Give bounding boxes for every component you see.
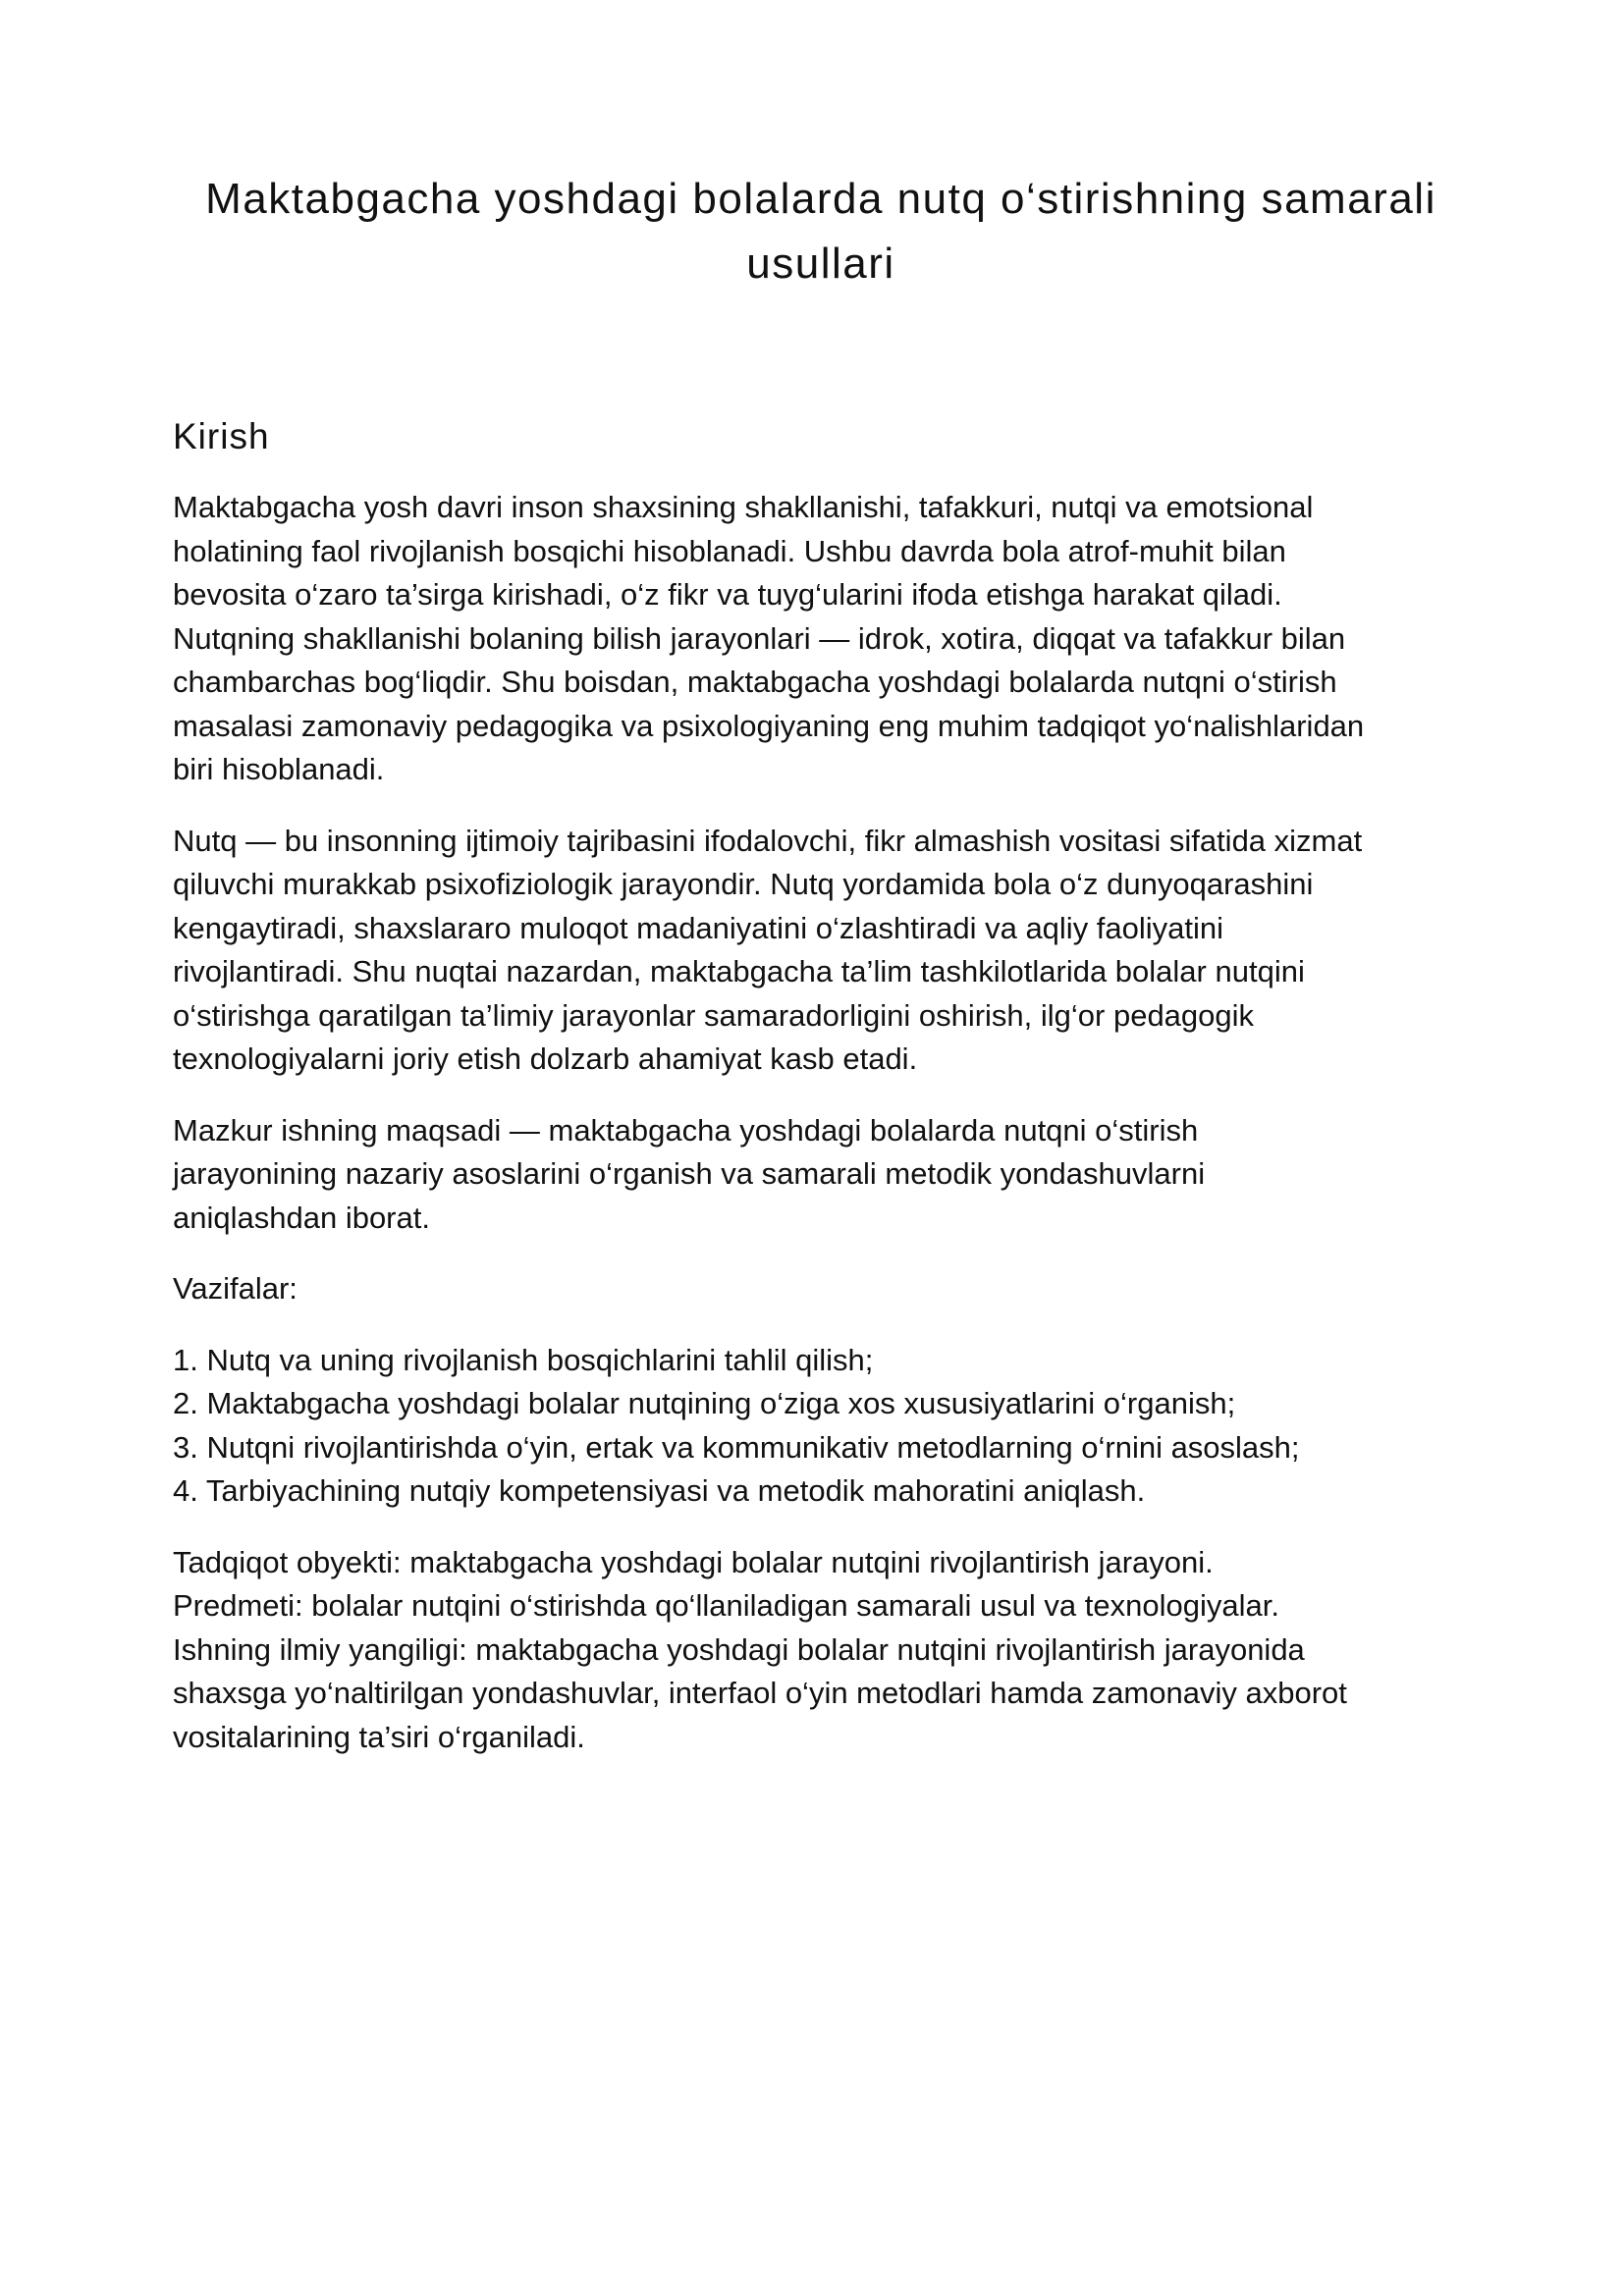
document-body	[173, 486, 1469, 1787]
text-line: Ishning ilmiy yangiligi: maktabgacha yoshdagi bolalar nutqini rivojlantirish jarayonida	[173, 1631, 1305, 1667]
text-line: Nutqning shakllanishi bolaning bilish jarayonlari — idrok, xotira, diqqat va tafakkur bilan	[173, 620, 1346, 656]
list-item: 4. Tarbiyachining nutqiy kompetensiyasi va metodik mahoratini aniqlash.	[173, 1473, 1146, 1508]
list-item: 2. Maktabgacha yoshdagi bolalar nutqining o‘ziga xos xususiyatlarini o‘rganish;	[173, 1386, 1236, 1420]
text-line: qiluvchi murakkab psixofiziologik jarayondir. Nutq yordamida bola o‘z dunyoqarashini	[173, 867, 1314, 901]
title-line: Maktabgacha yoshdagi bolalarda nutq o‘stirishning samarali	[205, 175, 1436, 223]
document-title	[173, 167, 1469, 296]
text-line: texnologiyalarni joriy etish dolzarb ahamiyat kasb etadi.	[173, 1041, 918, 1076]
paragraph-introduction	[173, 486, 1469, 792]
text-line: rivojlantiradi. Shu nuqtai nazardan, maktabgacha ta’lim tashkilotlarida bolalar nutqini	[173, 954, 1305, 988]
paragraph-goal	[173, 1109, 1469, 1241]
list-item: 1. Nutq va uning rivojlanish bosqichlarini tahlil qilish;	[173, 1342, 874, 1377]
text-line: Tadqiqot obyekti: maktabgacha yoshdagi bolalar nutqini rivojlantirish jarayoni.	[173, 1544, 1214, 1579]
text-line: chambarchas bog‘liqdir. Shu boisdan, maktabgacha yoshdagi bolalarda nutqni o‘stirish	[173, 665, 1337, 699]
list-item: 3. Nutqni rivojlantirishda o‘yin, ertak va kommunikativ metodlarning o‘rnini asoslash;	[173, 1429, 1300, 1465]
text-line: holatining faol rivojlanish bosqichi hisoblanadi. Ushbu davrda bola atrof-muhit bilan	[173, 533, 1286, 568]
paragraph-speech	[173, 820, 1469, 1082]
text-line: masalasi zamonaviy pedagogika va psixologiyaning eng muhim tadqiqot yo‘nalishlaridan	[173, 708, 1365, 743]
title-line: usullari	[746, 240, 895, 288]
text-line: Maktabgacha yosh davri inson shaxsining shakllanishi, tafakkuri, nutqi va emotsional	[173, 490, 1314, 524]
text-line: shaxsga yo‘naltirilgan yondashuvlar, interfaol o‘yin metodlari hamda zamonaviy axborot	[173, 1676, 1347, 1710]
text-line: kengaytiradi, shaxslararo muloqot madaniyatini o‘zlashtiradi va aqliy faoliyatini	[173, 910, 1224, 945]
text-line: vositalarining ta’siri o‘rganiladi.	[173, 1719, 585, 1754]
text-line: aniqlashdan iborat.	[173, 1200, 430, 1235]
text-line: o‘stirishga qaratilgan ta’limiy jarayonlar samaradorligini oshirish, ilg‘or pedagogik	[173, 997, 1255, 1033]
tasks-list	[173, 1339, 1469, 1514]
paragraph-research-object	[173, 1541, 1469, 1760]
text-line: Nutq — bu insonning ijtimoiy tajribasini ifodalovchi, fikr almashish vositasi sifatida xizmat	[173, 823, 1363, 858]
text-line: jarayonining nazariy asoslarini o‘rganish va samarali metodik yondashuvlarni	[173, 1156, 1206, 1191]
section-heading: Kirish	[173, 416, 270, 456]
tasks-label: Vazifalar:	[173, 1271, 298, 1306]
text-line: Predmeti: bolalar nutqini o‘stirishda qo‘llaniladigan samarali usul va texnologiyalar.	[173, 1588, 1279, 1623]
text-line: biri hisoblanadi.	[173, 752, 385, 786]
text-line: Mazkur ishning maqsadi — maktabgacha yoshdagi bolalarda nutqni o‘stirish	[173, 1112, 1199, 1148]
text-line: bevosita o‘zaro ta’sirga kirishadi, o‘z fikr va tuyg‘ularini ifoda etishga harakat qiladi.	[173, 577, 1282, 612]
